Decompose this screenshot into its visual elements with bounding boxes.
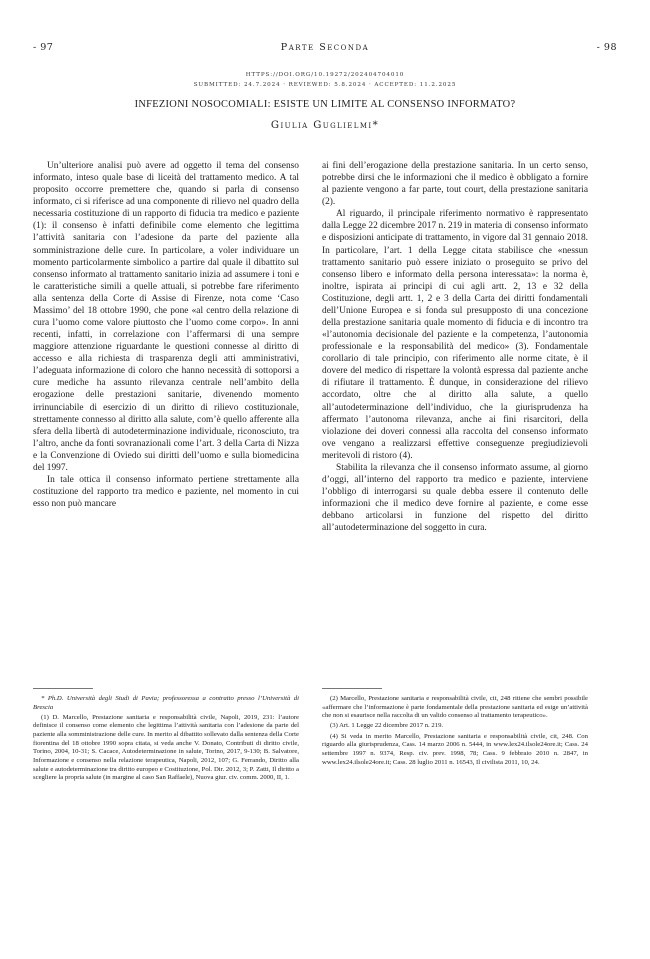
body-column-left [33, 160, 299, 510]
footnote: (1) D. Marcello, Prestazione sanitaria e responsabilità civile, Napoli, 2019, 231: l’autore definisce il consenso come elemento che legittima l’attività sanitaria con l’adesione da parte del paziente alla somministrazione delle cure. In merito al dibattito sollevato dalla sentenza della Corte fiorentina del 18 ottobre 1990 sopra citata, si veda anche V. Donato, Contributi di diritto civile, Torino, 2004, 10-31; S. Cacace, Autodeterminazione in salute, Torino, 2017, 9-130; B. Salvatore, Informazione e consenso nella relazione terapeutica, Napoli, 2012, 107; G. Ferrando, Diritto alla salute e autodeterminazione tra diritto europeo e Costituzione, Pol. Dir. 2012, 3; P. Zatti, Il diritto a scegliere la propria salute (in margine al caso San Raffaele), Nuova giur. civ. comm. 2000, II, 1. [33, 713, 299, 782]
article-author: Giulia Guglielmi* [270, 120, 380, 131]
footnote: (4) Si veda in merito Marcello, Prestazione sanitaria e responsabilità civile, cit, 248. Con riguardo alla giurisprudenza, Cass. 14 marzo 2006 n. 5444, in www.lex24.ilsole24ore.it; Cass. 24 settembre 1997 n. 9374, Resp. civ. prev. 1998, 78; Cass. 9 febbraio 2010 n. 2847, in www.lex24.ilsole24ore.it; Cass. 28 luglio 2011 n. 16543, Il civilista 2011, 10, 24. [322, 732, 588, 766]
body-paragraph: Al riguardo, il principale riferimento normativo è rappresentato dalla Legge 22 dicembre 2017 n. 219 in materia di consenso informato e disposizioni anticipate di trattamento, in vigore dal 31 gennaio 2018. In particolare, l’art. 1 della Legge citata stabilisce che «nessun trattamento sanitario può essere iniziato o proseguito se privo del consenso libero e informato della persona interessata»: la norma è, inoltre, ispirata ai principi di cui agli artt. 2, 13 e 32 della Costituzione, degli artt. 1, 2 e 3 della Carta dei diritti fondamentali dell’Unione Europea e si fonda sul presupposto di una concezione della prestazione sanitaria quale momento di fiducia e di incontro tra «l’autonomia decisionale del paziente e la competenza, l’autonomia professionale e la responsabilità del medico» (3). Fondamentale corollario di tale principio, con riferimento alle norme citate, è il dovere del medico di rispettare la volontà espressa dal paziente anche di rifiutare il trattamento. È dunque, in considerazione del rilievo accordato, oltre che al diritto alla salute, a quello all’autodeterminazione dell’individuo, che la giurisprudenza ha affermato l’autonoma rilevanza, anche ai fini risarcitori, della violazione dei doveri connessi alla raccolta del consenso informato ove vengano a realizzarsi effettive conseguenze pregiudizievoli meritevoli di ristoro (4). [322, 209, 588, 461]
article-title: INFEZIONI NOSOCOMIALI: ESISTE UN LIMITE AL CONSENSO INFORMATO? [134, 99, 516, 110]
body-column-right [322, 160, 588, 534]
footnote-separator [33, 688, 93, 689]
page-number-left: - 97 [33, 42, 54, 53]
body-paragraph: ai fini dell’erogazione della prestazione sanitaria. In un certo senso, potrebbe dirsi che le informazioni che il medico è obbligato a fornire al paziente vengono a far parte, tout court, della prestazione sanitaria (2). [322, 161, 588, 208]
footnote-author-affiliation: * Ph.D. Università degli Studi di Pavia; professoressa a contratto presso l’Università di Brescia [33, 695, 299, 711]
submission-dates: SUBMITTED: 24.7.2024 · REVIEWED: 5.8.2024 · ACCEPTED: 11.2.2025 [193, 82, 457, 88]
page-number-right: - 98 [596, 42, 617, 53]
footnote-separator [322, 688, 382, 689]
running-header: Parte Seconda [280, 42, 370, 53]
footnotes-left [33, 695, 299, 785]
footnotes-right [322, 695, 588, 769]
doi-link[interactable]: HTTPS://DOI.ORG/10.19272/202404704010 [245, 72, 405, 78]
body-paragraph: Stabilita la rilevanza che il consenso informato assume, al giorno d’oggi, all’interno del rapporto tra medico e paziente, interviene l’obbligo di interrogarsi su quale debba essere il contenuto delle informazioni che il medico deve fornire al paziente, e come esse debbano articolarsi in funzione del rispetto del diritto all’autodeterminazione del soggetto in cura. [322, 462, 588, 534]
footnote: (2) Marcello, Prestazione sanitaria e responsabilità civile, cit, 248 ritiene che sembri possibile «affermare che l’informazione è parte fondamentale della prestazione sanitaria ed esige un’attività che non si esaurisce nella raccolta di un valido consenso al trattamento terapeutico». [322, 695, 588, 720]
body-paragraph: Un’ulteriore analisi può avere ad oggetto il tema del consenso informato, inteso quale base di liceità del trattamento medico. A tal proposito occorre premettere che, quando si parla di consenso informato, ci si riferisce ad una componente di rilievo nel quadro della necessaria costituzione di un rapporto di fiducia tra medico e paziente (1): il consenso è infatti definibile come elemento che legittima l’attività sanitaria con l’adesione da parte del paziente alla somministrazione delle cure. In particolare, a voler individuare un momento particolarmente simbolico a partire dal quale il dibattito sul consenso informato al trattamento sanitario inizia ad assumere i toni e le caratteristiche simili a quelle attuali, si potrebbe fare riferimento alla sentenza della Corte di Assise di Firenze, nota come ‘Caso Massimo’ del 18 ottobre 1990, che pone «al centro della relazione di cura l’uomo come valore piuttosto che l’uomo come corpo». In anni recenti, infatti, in correlazione con l’affermarsi di una sempre maggiore attenzione riguardante le questioni connesse al diritto di accesso e alla richiesta di trasparenza degli atti amministrativi, l’adeguata informazione di coloro che hanno necessità di sottoporsi a cure mediche ha assunto rilevanza centrale nell’ambito della erogazione delle prestazioni sanitarie, divenendo momento irrinunciabile di esercizio di un diritto di rilievo costituzionale, strettamente connesso al diritto alla salute, com’è quello afferente alla sfera della libertà di autodeterminazione individuale, riconosciuto, tra l’altro, anche da fonti sovranazionali come l’art. 3 della Carta di Nizza e la Convenzione di Oviedo sui diritti dell’uomo e sulla biomedicina del 1997. [33, 161, 299, 473]
body-paragraph: In tale ottica il consenso informato pertiene strettamente alla costituzione del rapporto tra medico e paziente, nel momento in cui esso non può mancare [33, 475, 299, 510]
footnote: (3) Art. 1 Legge 22 dicembre 2017 n. 219. [330, 722, 444, 730]
